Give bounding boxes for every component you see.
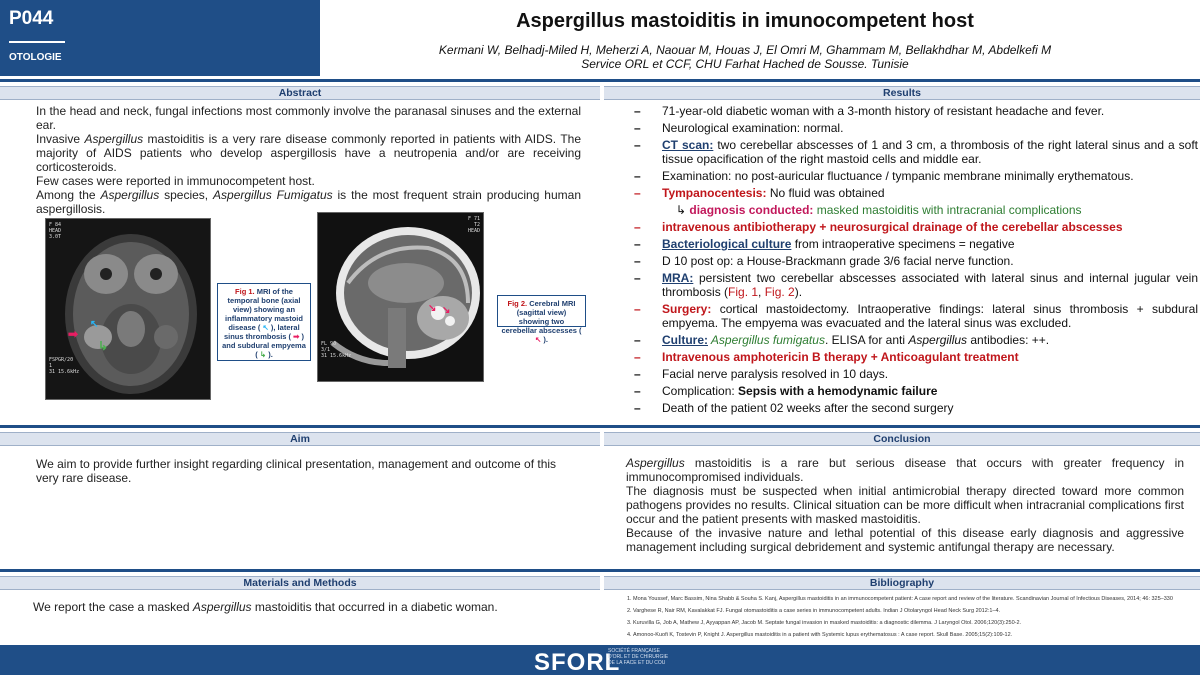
arrow-pink-sagittal-2-icon: ↘ bbox=[442, 305, 451, 316]
section-rule-top bbox=[0, 79, 1200, 82]
result-item: – Intravenous amphotericin B therapy + Anticoagulant treatment bbox=[634, 350, 1019, 364]
result-item: – Culture: Aspergillus fumigatus. ELISA for anti Aspergillus antibodies: ++. bbox=[634, 333, 1050, 347]
poster-code: P044 bbox=[9, 8, 54, 29]
mri-sagittal-image bbox=[317, 212, 484, 382]
conclusion-p3: Because of the invasive nature and lethal potential of this disease early diagnosis and aggressive management including surgical debridement and systemic antifungal therapy are necessary. bbox=[626, 526, 1184, 554]
section-rule-middle bbox=[0, 425, 1200, 428]
aim-text: We aim to provide further insight regarding clinical presentation, management and outcome of this very rare disease. bbox=[36, 457, 557, 485]
mri-sagittal-overlay: F 71 T2 HEAD bbox=[467, 216, 480, 234]
mri-axial-image bbox=[45, 218, 211, 400]
fig1-caption: Fig 1. MRI of the temporal bone (axial view) showing an inflammatory mastoid disease ( ↖ ), lateral sinus thrombosis ( ➡ ) and subdural empyema ( ↳ ). bbox=[217, 283, 311, 361]
abstract-p1: In the head and neck, fungal infections most commonly involve the paranasal sinuses and the external ear. bbox=[36, 104, 581, 132]
result-item: – Death of the patient 02 weeks after the second surgery bbox=[634, 401, 954, 415]
aim-header: Aim bbox=[0, 432, 600, 446]
result-item: – D 10 post op: a House-Brackmann grade 3/6 facial nerve function. bbox=[634, 254, 1014, 268]
mri-axial-overlay: F 84 HEAD 3.0T bbox=[49, 222, 62, 240]
conclusion-text bbox=[626, 456, 1184, 554]
poster-specialty: OTOLOGIE bbox=[9, 52, 62, 63]
result-item: – Tympanocentesis: No fluid was obtained bbox=[634, 186, 885, 200]
result-item: – MRA: persistent two cerebellar abscesses associated with lateral sinus and internal jugular vein thrombosis (Fig. 1, Fig. 2). bbox=[634, 271, 1198, 299]
bibliography-list bbox=[627, 596, 1187, 644]
abstract-p3: Few cases were reported in immunocompetent host. bbox=[36, 174, 315, 188]
result-item: – Facial nerve paralysis resolved in 10 days. bbox=[634, 367, 889, 381]
result-item: – Bacteriological culture from intraoperative specimens = negative bbox=[634, 237, 1015, 251]
affiliation-line: Service ORL et CCF, CHU Farhat Hached de Sousse. Tunisie bbox=[581, 57, 909, 71]
bib-entry: 3. Kuruvilla G, Job A, Mathew J, Ayyappan AP, Jacob M. Septate fungal invasion in masked mastoiditis: a diagnostic dilemma. J Laryngol Otol. 2006;120(3):250-2. bbox=[627, 620, 1022, 626]
result-item: – CT scan: two cerebellar abscesses of 1 and 3 cm, a thrombosis of the right lateral sinus and a soft tissue opacification of the right mastoid cells and middle ear. bbox=[634, 138, 1198, 166]
bibliography-header: Bibliography bbox=[604, 576, 1200, 590]
authors-line: Kermani W, Belhadj-Miled H, Meherzi A, Naouar M, Houas J, El Omri M, Ghammam M, Bellakhdhar M, Abdelkefi M bbox=[438, 43, 1052, 57]
bib-entry: 1. Mona Youssef, Marc Bassim, Nina Shabb & Souha S. Kanj, Aspergillus mastoiditis in an immunocompetent patient: A case report and review of the literature. Scandinavian Journal of Infectious Diseases, 2014; 46: 325–330 bbox=[627, 596, 1173, 602]
abstract-p4: Among the Aspergillus species, Aspergillus Fumigatus is the most frequent strain producing human aspergillosis. bbox=[36, 188, 581, 216]
results-header: Results bbox=[604, 86, 1200, 100]
arrow-green-icon: ↳ bbox=[98, 339, 109, 353]
arrow-pink-sagittal-icon: ↘ bbox=[428, 303, 437, 314]
sforl-logo-subtitle: SOCIÉTÉ FRANÇAISE D'ORL ET DE CHIRURGIE DE LA FACE ET DU COU bbox=[608, 648, 669, 666]
conclusion-p2: The diagnosis must be suspected when initial antimicrobial therapy directed toward more common pathogens provides no results. Clinical situation can be more difficult when intracranial complications first occur and the patient presents with masked mastoiditis. bbox=[626, 484, 1184, 526]
bib-entry: 4. Amonoo-Kuofi K, Tostevin P, Knight J. Aspergillus mastoiditis in a patient with Systemic lupus erythematosus : A case report. Skull Base. 2005;15(2):109-12. bbox=[627, 632, 1013, 638]
abstract-text bbox=[36, 104, 581, 216]
poster-code-divider bbox=[9, 41, 65, 43]
result-item: – Complication: Sepsis with a hemodynamic failure bbox=[634, 384, 938, 398]
result-item: – Neurological examination: normal. bbox=[634, 121, 844, 135]
abstract-p2: Invasive Aspergillus mastoiditis is a very rare disease commonly reported in patients with AIDS. The majority of AIDS patients who develop aspergillosis have a neutropenia and/or are receiving corticosteroids. bbox=[36, 132, 582, 174]
arrow-pink-icon: ➡ bbox=[68, 327, 79, 341]
sforl-logo: SFORL bbox=[534, 649, 621, 675]
result-item: – Surgery: cortical mastoidectomy. Intraoperative findings: lateral sinus thrombosis + subdural empyema. The empyema was evacuated and the lateral sinus was excluded. bbox=[634, 302, 1198, 330]
abstract-header: Abstract bbox=[0, 86, 600, 100]
poster-id-box bbox=[0, 0, 320, 76]
section-rule-bottom bbox=[0, 569, 1200, 572]
conclusion-p1: Aspergillus mastoiditis is a rare but serious disease that occurs with greater frequency in immunocompromised individuals. bbox=[626, 456, 1184, 484]
result-item: – 71-year-old diabetic woman with a 3-month history of resistant headache and fever. bbox=[634, 104, 1105, 118]
results-list bbox=[604, 104, 1198, 418]
bib-entry: 2. Varghese R, Nair RM, Kavalakkat FJ. Fungal otomastoiditis a case series in immunocompetent adults. Indian J Otolaryngol Head Neck Surg 2012:1–4. bbox=[627, 608, 1001, 614]
result-item: – intravenous antibiotherapy + neurosurgical drainage of the cerebellar abscesses bbox=[634, 220, 1123, 234]
methods-text: We report the case a masked Aspergillus mastoiditis that occurred in a diabetic woman. bbox=[33, 600, 498, 614]
conclusion-header: Conclusion bbox=[604, 432, 1200, 446]
result-subitem: ↳ diagnosis conducted: masked mastoiditis with intracranial complications bbox=[676, 203, 1082, 217]
poster-title: Aspergillus mastoiditis in imunocompetent host bbox=[516, 10, 974, 32]
methods-header: Materials and Methods bbox=[0, 576, 600, 590]
mri-sagittal-overlay-bottom: FL 90 3/1 31 15.6kHz bbox=[321, 341, 352, 359]
fig2-caption: Fig 2. Cerebral MRI (sagittal view) showing two cerebellar abscesses ( ↖ ). bbox=[497, 295, 586, 327]
mri-axial-overlay-bottom: FSPGR/20 1 31 15.6kHz bbox=[49, 357, 80, 375]
poster-authors-block bbox=[330, 43, 1160, 71]
result-item: – Examination: no post-auricular fluctuance / tympanic membrane minimally erythematous. bbox=[634, 169, 1134, 183]
arrow-blue-icon: ↖ bbox=[90, 319, 99, 330]
pointer-arrow-icon: ↳ bbox=[676, 203, 690, 217]
